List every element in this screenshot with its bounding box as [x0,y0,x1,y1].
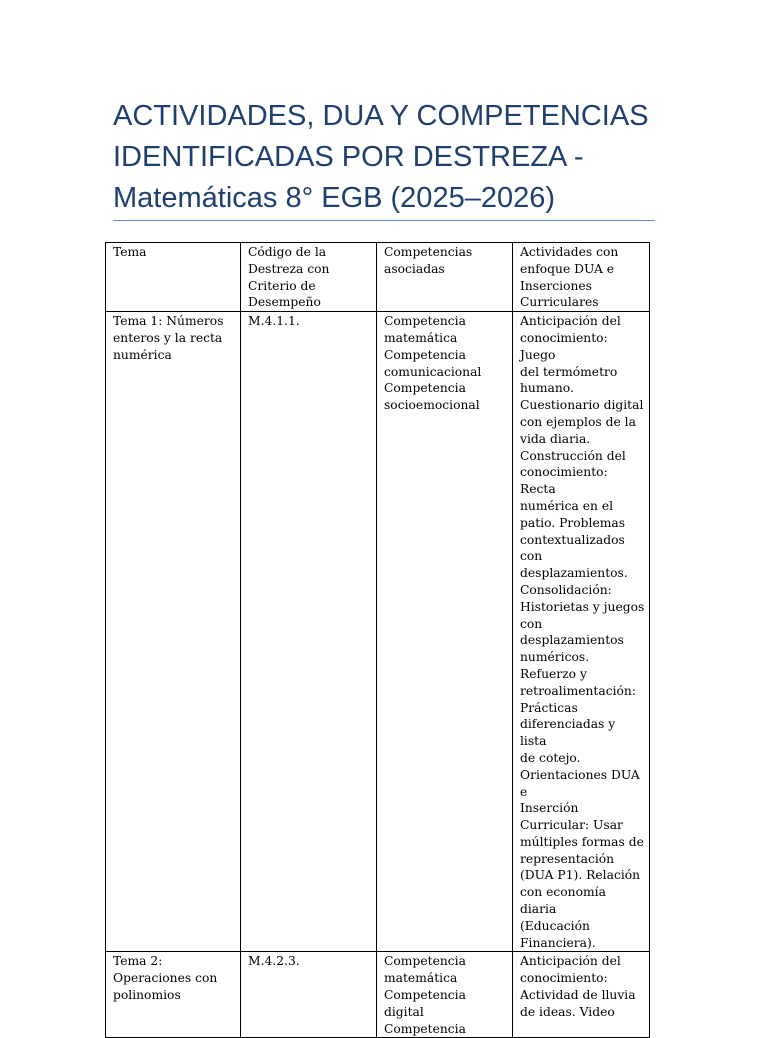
cell-text-line: Consolidación: [520,582,612,597]
cell-text-line: Prácticas [520,700,578,715]
cell-text-line: patio. Problemas [520,515,626,530]
cell-text-line: desplazamientos [520,633,624,648]
cell-text-line: matemática [384,330,458,345]
cell-text-line: enfoque DUA e [520,261,615,276]
cell-text-line: Historietas y juegos [520,599,645,614]
cell-text-line: Competencias [384,245,473,259]
title-line: Matemáticas 8° EGB (2025–2026) [113,182,555,214]
cell-text-line: Orientaciones DUA e [520,767,640,799]
cell-text-line: M.4.2.3. [248,954,300,969]
cell-tema [106,952,241,1038]
header-tema [106,243,241,312]
cell-competencias [377,952,513,1038]
cell-text-line: con economía diaria [520,885,606,917]
cell-text-line: Competencia digital [384,988,466,1019]
cell-actividades [513,312,650,952]
cell-text-line: Competencia [384,954,466,969]
cell-text-line: numérica en el [520,498,614,513]
cell-text-line: Operaciones con [113,971,218,986]
cell-text-line: Tema [113,245,147,259]
cell-text-line: Tema 1: Números [113,314,224,329]
cell-text-line: con [520,616,543,631]
cell-text-line: Curriculares [520,295,599,310]
cell-text-line: polinomios [113,988,181,1003]
cell-text-line: asociadas [384,261,445,276]
cell-text-line: Desempeño [248,295,321,310]
cell-text-line: Cuestionario digital [520,398,644,413]
cell-competencias [377,312,513,952]
cell-text-line: numérica [113,347,172,362]
cell-text-line: de cotejo. [520,750,581,765]
cell-text-line: Refuerzo y [520,666,587,681]
cell-text-line: Inserción [520,801,579,816]
cell-text-line: enteros y la recta [113,330,223,345]
cell-text-line: conocimiento: [520,971,608,986]
cell-text-line: Curricular: Usar [520,818,623,833]
cell-text-line: Anticipación del [520,314,621,329]
table-header-row [106,243,650,312]
cell-text-line: Competencia [384,1021,466,1036]
cell-text-line: matemática [384,971,458,986]
cell-text-line: Competencia [384,381,466,396]
header-competencias [377,243,513,312]
cell-text-line: Destreza con [248,261,330,276]
cell-text-line: Tema 2: [113,954,163,969]
cell-text-line: Competencia [384,347,466,362]
cell-text-line: retroalimentación: [520,683,636,698]
cell-text-line: Actividad de lluvia [520,988,636,1003]
cell-text-line: Financiera). [520,935,596,950]
cell-text-line: con ejemplos de la [520,414,636,429]
cell-text-line: Código de la [248,245,327,259]
document-title [113,96,658,219]
cell-text-line: socioemocional [384,398,480,413]
table-row [106,312,650,952]
title-underline [113,220,655,221]
cell-text-line: múltiples formas de [520,834,644,849]
competencies-table [105,242,650,1038]
cell-text-line: (DUA P1). Relación [520,868,641,883]
cell-text-line: Construcción del [520,448,626,463]
cell-text-line: desplazamientos. [520,566,628,581]
cell-text-line: con [520,549,543,564]
title-line: IDENTIFICADAS POR DESTREZA - [113,141,584,173]
cell-text-line: vida diaria. [520,431,591,446]
cell-text-line: Anticipación del [520,954,621,969]
cell-codigo [241,952,377,1038]
cell-text-line: conocimiento: Juego [520,330,608,362]
cell-text-line: (Educación [520,918,590,933]
cell-codigo [241,312,377,952]
header-actividades [513,243,650,312]
cell-text-line: diferenciadas y lista [520,717,616,749]
table-row [106,952,650,1038]
cell-text-line: Competencia [384,314,466,329]
cell-text-line: del termómetro [520,364,618,379]
title-line: ACTIVIDADES, DUA Y COMPETENCIAS [113,100,649,132]
cell-actividades [513,952,650,1038]
cell-text-line: contextualizados [520,532,625,547]
cell-tema [106,312,241,952]
cell-text-line: conocimiento: Recta [520,465,608,497]
cell-text-line: humano. [520,381,574,396]
cell-text-line: comunicacional [384,364,482,379]
cell-text-line: Actividades con [520,245,619,259]
cell-text-line: Criterio de [248,278,316,293]
cell-text-line: Inserciones [520,278,592,293]
cell-text-line: de ideas. Video [520,1004,615,1019]
cell-text-line: M.4.1.1. [248,314,300,329]
cell-text-line: representación [520,851,615,866]
header-codigo [241,243,377,312]
cell-text-line: numéricos. [520,650,590,665]
